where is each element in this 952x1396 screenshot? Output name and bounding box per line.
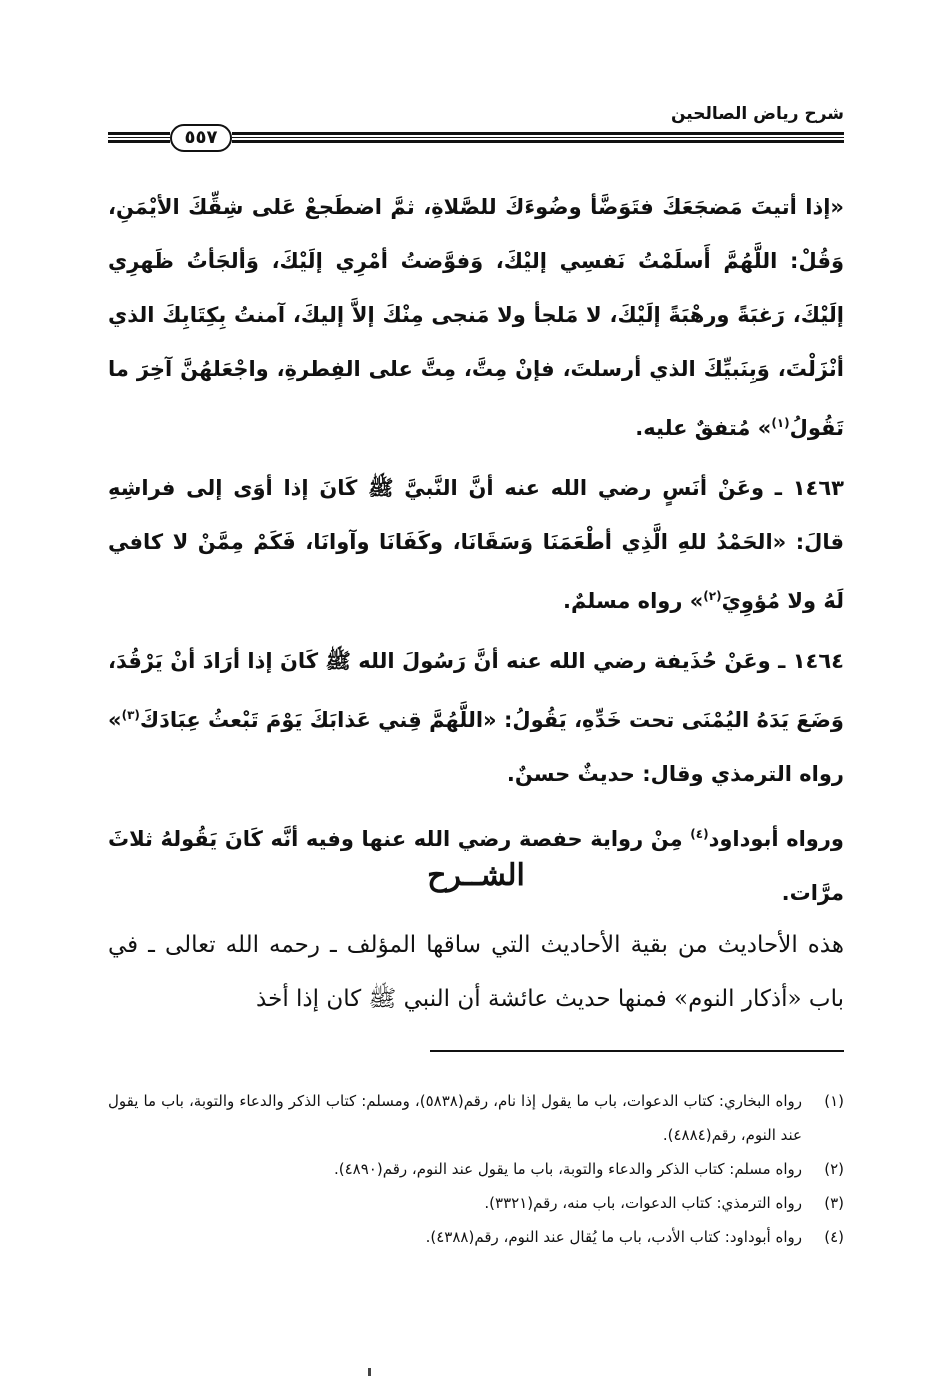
footnote-ref-1: (١) xyxy=(771,416,790,430)
hadith-source: » رواه مسلمٌ. xyxy=(562,589,704,613)
sharh-heading: الشــرح xyxy=(427,858,525,893)
page-number: ٥٥٧ xyxy=(170,124,232,152)
footnote-number: (٤) xyxy=(824,1228,844,1246)
hadith-source: » رواه الترمذي وقال: حديثٌ حسنٌ. xyxy=(108,708,844,786)
footnotes xyxy=(108,1084,844,1254)
hadith-text: ورواه أبوداود xyxy=(708,827,844,851)
footnote-number: (٣) xyxy=(824,1194,844,1212)
footnote-item xyxy=(108,1186,844,1220)
hadith-text: «إذا أتيتَ مَضجَعَكَ فتَوَضَّأ وضُوءَكَ للصَّلاةِ، ثمَّ اضطَجعْ عَلى شِقِّكَ الأيْمَنِ، وَقُلْ: اللَّهُمَّ أَسلَمْتُ نَفسِي إليْكَ، وَفوَّضتُ أمْرِي إلَيْكَ، وَألجَأتُ ظَهرِي إلَيْكَ، رَغبَةً ورهْبَةً إلَيْكَ، لا مَلجأ ولا مَنجى مِنْكَ إلاَّ إليكَ، آمنتُ بِكِتَابِكَ الذي أنْزَلْتَ، وَبِنَبيِّكَ الذي أرسلتَ، فإنْ مِتَّ، مِتَّ على الفِطرةِ، واجْعَلهُنَّ آخِرَ ما تَقُولُ xyxy=(108,195,844,440)
footnote-item xyxy=(108,1084,844,1152)
hadith-text: مِنْ رواية حفصة رضي الله عنها وفيه أنَّه كَانَ يَقُولهُ ثلاثَ مرَّات. xyxy=(108,827,844,905)
sharh-paragraph: هذه الأحاديث من بقية الأحاديث التي ساقها المؤلف ـ رحمه الله تعالى ـ في باب «أذكار النوم» فمنها حديث عائشة أن النبي ﷺ كان إذا أخذ xyxy=(108,932,844,1012)
header-rule-line-right xyxy=(232,132,844,143)
sharh-body xyxy=(108,918,844,1026)
hadith-text: ١٤٦٣ ـ وعَنْ أنَسٍ رضي الله عنه أنَّ النَّبيَّ ﷺ كَانَ إذا أوَى إلى فراشِهِ قالَ: «الحَمْدُ للهِ الَّذِي أطْعَمَنَا وَسَقَانَا، وكَفَانَا وآوانَا، فَكَمْ مِمَّنْ لا كافي لَهُ ولا مُؤوِيَ xyxy=(108,476,844,613)
hadith-source: » مُتفقٌ عليه. xyxy=(635,416,772,440)
footnote-separator xyxy=(430,1050,844,1052)
footnote-item xyxy=(108,1220,844,1254)
footnote-ref-4: (٤) xyxy=(690,827,709,841)
footnote-ref-3: (٣) xyxy=(121,708,140,722)
hadith-section xyxy=(108,180,844,920)
header-rule-line-left xyxy=(108,132,170,143)
footnote-text: رواه أبوداود: كتاب الأدب، باب ما يُقال عند النوم، رقم(٤٣٨٨). xyxy=(425,1228,802,1246)
running-header-title: شرح رياض الصالحين xyxy=(670,104,844,124)
footnote-number: (١) xyxy=(824,1092,844,1110)
footnote-text: رواه البخاري: كتاب الدعوات، باب ما يقول إذا نام، رقم(٥٨٣٨)، ومسلم: كتاب الذكر والدعاء والتوبة، باب ما يقول عند النوم، رقم(٤٨٨٤). xyxy=(108,1092,802,1144)
footnote-item xyxy=(108,1152,844,1186)
hadith-text: ١٤٦٤ ـ وعَنْ حُذَيفة رضي الله عنه أنَّ رَسُولَ الله ﷺ كَانَ إذا أرَادَ أنْ يَرْقُدَ، وَضَعَ يَدَهُ اليُمْنَى تحت خَدِّهِ، يَقُولُ: «اللَّهُمَّ قِني عَذابَكَ يَوْمَ تَبْعثُ عِبَادَكَ xyxy=(108,649,844,732)
footnote-text: رواه الترمذي: كتاب الدعوات، باب منه، رقم(٣٣٢١). xyxy=(484,1194,802,1212)
hadith-paragraph-1462-end xyxy=(108,180,844,455)
header-rule xyxy=(108,126,844,154)
scan-mark xyxy=(368,1368,371,1376)
footnote-ref-2: (٢) xyxy=(703,589,722,603)
hadith-paragraph-1464 xyxy=(108,634,844,801)
footnote-text: رواه مسلم: كتاب الذكر والدعاء والتوبة، باب ما يقول عند النوم، رقم(٤٨٩٠). xyxy=(334,1160,802,1178)
footnote-number: (٢) xyxy=(824,1160,844,1178)
hadith-paragraph-1463 xyxy=(108,461,844,628)
